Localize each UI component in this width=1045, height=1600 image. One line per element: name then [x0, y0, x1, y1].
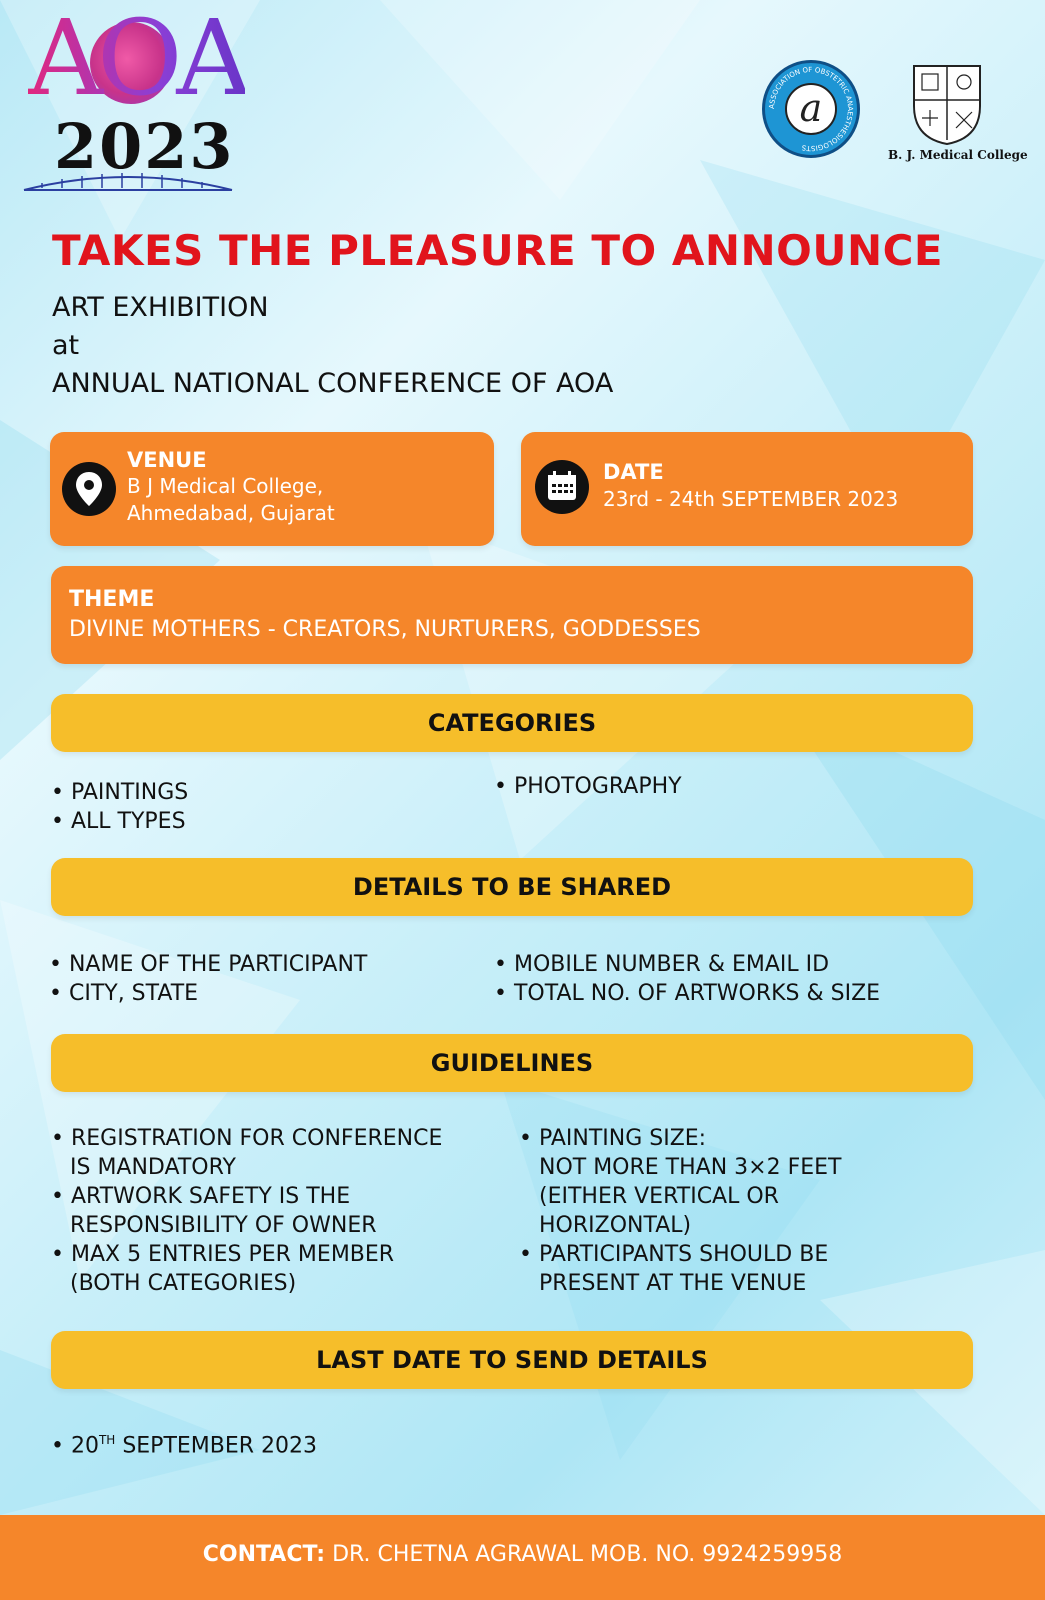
guideline-line: • MAX 5 ENTRIES PER MEMBER: [51, 1242, 395, 1267]
venue-line-2: Ahmedabad, Gujarat: [127, 501, 335, 525]
guideline-line: (EITHER VERTICAL OR: [539, 1184, 779, 1209]
theme-box: [51, 566, 973, 664]
details-heading: DETAILS TO BE SHARED: [51, 858, 973, 916]
guideline-line: HORIZONTAL): [539, 1213, 692, 1238]
date-box: [521, 432, 973, 546]
category-item: • ALL TYPES: [51, 809, 186, 834]
last-date-value: • 20TH SEPTEMBER 2023: [51, 1433, 318, 1459]
detail-item: • CITY, STATE: [49, 981, 199, 1006]
location-pin-icon: [62, 462, 116, 516]
intro-line-2: at: [52, 330, 80, 361]
contact-label: CONTACT:: [202, 1542, 326, 1567]
guideline-line: • REGISTRATION FOR CONFERENCE: [51, 1126, 443, 1151]
venue-line-1: B J Medical College,: [127, 474, 324, 498]
contact-value: DR. CHETNA AGRAWAL MOB. NO. 9924259958: [325, 1542, 843, 1567]
guidelines-heading: GUIDELINES: [51, 1034, 973, 1092]
theme-title: THEME: [69, 587, 155, 612]
intro-line-3: ANNUAL NATIONAL CONFERENCE OF AOA: [52, 368, 614, 399]
category-item: • PHOTOGRAPHY: [494, 774, 682, 799]
detail-item: • NAME OF THE PARTICIPANT: [49, 952, 368, 977]
guideline-line: • PAINTING SIZE:: [519, 1126, 707, 1151]
college-crest-icon: [908, 60, 986, 146]
calendar-icon: [535, 460, 589, 514]
college-name: B. J. Medical College: [888, 148, 1028, 162]
theme-value: DIVINE MOTHERS - CREATORS, NURTURERS, GODDESSES: [69, 617, 701, 642]
date-value: 23rd - 24th SEPTEMBER 2023: [603, 487, 899, 511]
venue-box: [50, 432, 494, 546]
detail-item: • TOTAL NO. OF ARTWORKS & SIZE: [494, 981, 881, 1006]
contact-footer: [0, 1515, 1045, 1600]
date-title: DATE: [603, 460, 664, 484]
detail-item: • MOBILE NUMBER & EMAIL ID: [494, 952, 830, 977]
guideline-line: • PARTICIPANTS SHOULD BE: [519, 1242, 829, 1267]
guideline-line: (BOTH CATEGORIES): [70, 1271, 297, 1296]
svg-text:ASSOCIATION OF OBSTETRIC ANAES: ASSOCIATION OF OBSTETRIC ANAESTHESIOLOGISTS: [767, 65, 855, 153]
guideline-line: IS MANDATORY: [70, 1155, 236, 1180]
guideline-line: • ARTWORK SAFETY IS THE: [51, 1184, 351, 1209]
guideline-line: RESPONSIBILITY OF OWNER: [70, 1213, 377, 1238]
association-logo: [762, 60, 860, 158]
logo-year: 2023: [54, 110, 235, 183]
announcement-heading: TAKES THE PLEASURE TO ANNOUNCE: [52, 226, 944, 275]
guideline-line: NOT MORE THAN 3×2 FEET: [539, 1155, 842, 1180]
categories-heading: CATEGORIES: [51, 694, 973, 752]
venue-title: VENUE: [127, 448, 207, 472]
category-item: • PAINTINGS: [51, 780, 189, 805]
logo-acronym: AOA: [28, 0, 246, 119]
association-monogram: a: [785, 83, 837, 135]
guideline-line: PRESENT AT THE VENUE: [539, 1271, 807, 1296]
bridge-icon: [22, 170, 234, 192]
last-date-heading: LAST DATE TO SEND DETAILS: [51, 1331, 973, 1389]
intro-line-1: ART EXHIBITION: [52, 292, 269, 323]
